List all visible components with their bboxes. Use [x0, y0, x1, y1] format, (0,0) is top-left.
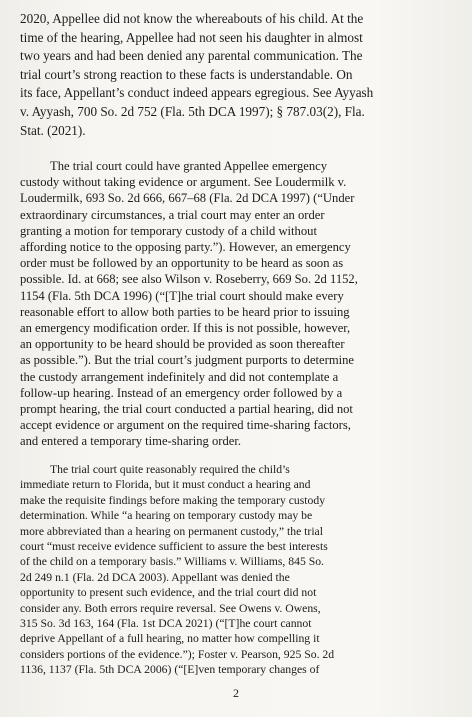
- text-line: as possible.”). But the trial court’s judgment purports to determine: [20, 353, 355, 368]
- paragraph-2: [20, 158, 452, 450]
- text-line: 2d 249 n.1 (Fla. 2d DCA 2003). Appellant was denied the: [20, 570, 290, 584]
- text-line: the custody arrangement indefinitely and did not contemplate a: [20, 369, 339, 384]
- text-line: v. Ayyash, 700 So. 2d 752 (Fla. 5th DCA 1997); § 787.03(2), Fla.: [20, 103, 365, 119]
- paragraph-1: [20, 10, 452, 140]
- text-line: 1154 (Fla. 5th DCA 1996) (“[T]he trial court should make every: [20, 288, 344, 303]
- text-line: time of the hearing, Appellee had not seen his daughter in almost: [20, 29, 363, 45]
- text-line: Loudermilk, 693 So. 2d 666, 667–68 (Fla. 2d DCA 1997) (“Under: [20, 191, 355, 206]
- text-line: accept evidence or argument on the required time-sharing factors,: [20, 418, 351, 433]
- text-line: an opportunity to be heard should be provided as soon thereafter: [20, 337, 345, 352]
- page-number: 2: [233, 686, 239, 700]
- text-line: court “must receive evidence sufficient to assure the best interests: [20, 540, 328, 554]
- text-line: follow-up hearing. Instead of an emergency order followed by a: [20, 385, 343, 400]
- text-line: an emergency modification order. If this is not possible, however,: [20, 321, 351, 336]
- text-line: 315 So. 3d 163, 164 (Fla. 1st DCA 2021) (“[T]he court cannot: [20, 617, 312, 631]
- text-line: immediate return to Florida, but it must conduct a hearing and: [20, 478, 311, 492]
- text-line: and entered a temporary time-sharing order.: [20, 434, 241, 449]
- text-line: two years and had been denied any parental communication. The: [20, 48, 363, 64]
- text-line: considers portions of the evidence.”); Foster v. Pearson, 925 So. 2d: [20, 647, 335, 661]
- text-line: granting a motion for temporary custody of a child without: [20, 223, 317, 238]
- text-line: possible. Id. at 668; see also Wilson v. Roseberry, 669 So. 2d 1152,: [20, 272, 358, 287]
- text-line: Stat. (2021).: [20, 122, 86, 138]
- text-line: custody without taking evidence or argument. See Loudermilk v.: [20, 175, 347, 190]
- text-line: 2020, Appellee did not know the whereabouts of his child. At the: [20, 11, 364, 26]
- text-line: extraordinary circumstances, a trial court may enter an order: [20, 207, 325, 222]
- text-line: 1136, 1137 (Fla. 5th DCA 2006) (“[E]ven temporary changes of: [20, 663, 320, 677]
- text-line: of the child on a temporary basis.” Williams v. Williams, 845 So.: [20, 555, 324, 569]
- text-line: affording notice to the opposing party.”). However, an emergency: [20, 240, 351, 255]
- text-line: order must be followed by an opportunity to be heard as soon as: [20, 256, 344, 271]
- text-line: consider any. Both errors require reversal. See Owens v. Owens,: [20, 601, 321, 615]
- text-line: determination. While “a hearing on temporary custody may be: [20, 509, 313, 523]
- text-line: The trial court could have granted Appellee emergency: [50, 159, 328, 173]
- text-line: trial court’s strong reaction to these facts is understandable. On: [20, 66, 353, 82]
- text-line: more abbreviated than a hearing on permanent custody,” the trial: [20, 524, 323, 538]
- text-line: reasonable effort to allow both parties to be heard prior to issuing: [20, 304, 350, 319]
- text-line: The trial court quite reasonably required the child’s: [50, 463, 290, 476]
- text-line: make the requisite findings before making the temporary custody: [20, 493, 326, 507]
- text-line: its face, Appellant’s conduct indeed appears egregious. See Ayyash: [20, 85, 374, 101]
- text-line: prompt hearing, the trial court conducted a partial hearing, did not: [20, 402, 353, 417]
- text-line: deprive Appellant of a full hearing, no matter how compelling it: [20, 632, 320, 646]
- text-line: opportunity to present such evidence, and the trial court did not: [20, 586, 317, 600]
- paragraph-3: [20, 462, 452, 678]
